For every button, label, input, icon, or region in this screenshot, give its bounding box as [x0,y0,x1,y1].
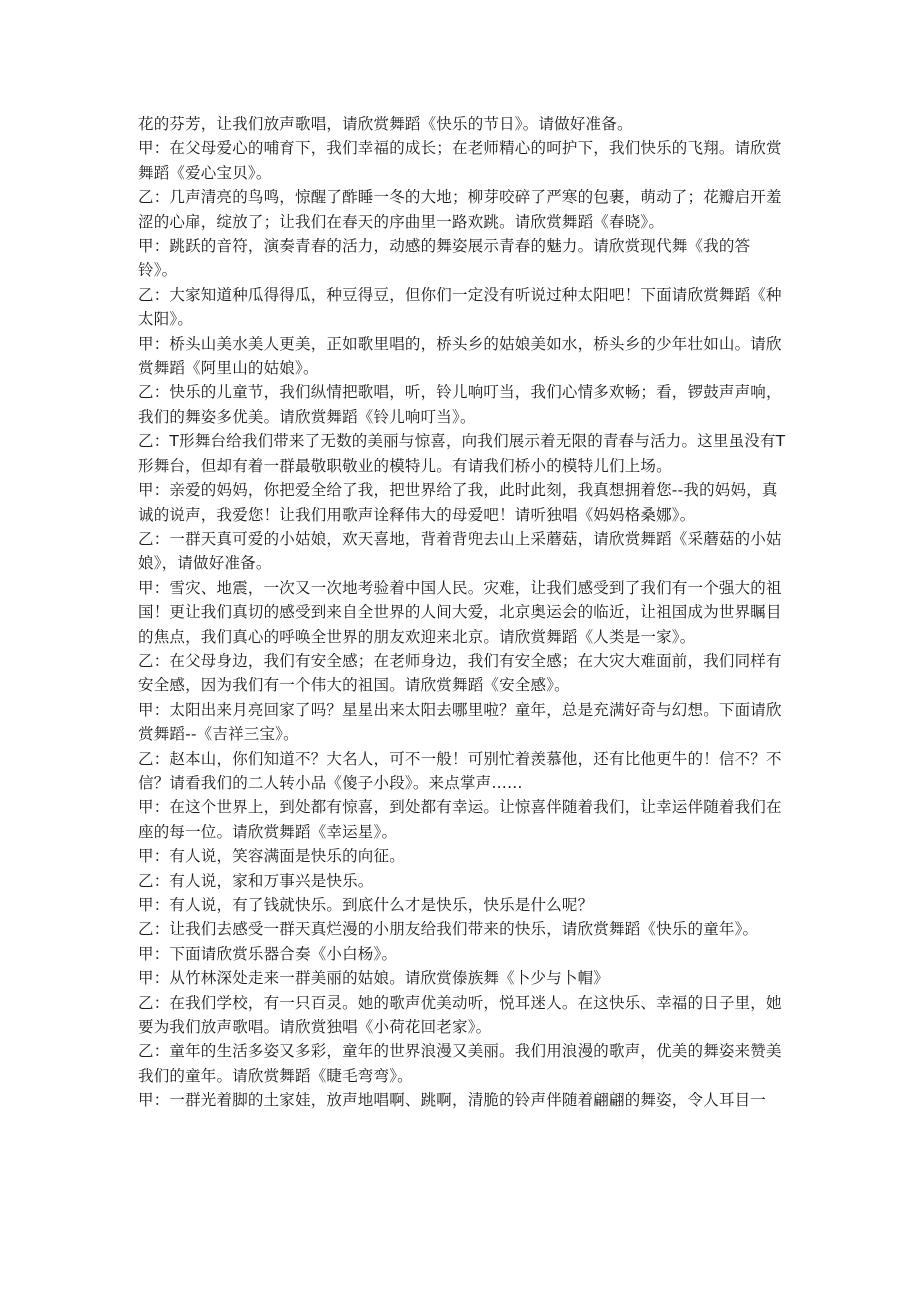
paragraph-2: 甲：在父母爱心的哺育下，我们幸福的成长；在老师精心的呵护下，我们快乐的飞翔。请欣赏舞蹈《爱心宝贝》。 [138,139,782,182]
paragraph-22: 乙：在我们学校，有一只百灵。她的歌声优美动听，悦耳迷人。在这快乐、幸福的日子里，她要为我们放声歌唱。请欣赏独唱《小荷花回老家》。 [138,993,782,1037]
paragraph-21: 甲：从竹林深处走来一群美丽的姑娘。请欣赏傣族舞《卜少与卜帽》 [138,969,610,988]
paragraph-23: 乙：童年的生活多姿又多彩，童年的世界浪漫又美丽。我们用浪漫的歌声，优美的舞姿来赞美我们的童年。请欣赏舞蹈《睫毛弯弯》。 [138,1042,782,1085]
paragraph-8: 乙：T形舞台给我们带来了无数的美丽与惊喜，向我们展示着无限的青春与活力。这里虽没有T形舞台，但却有着一群最敬职敬业的模特儿。有请我们桥小的模特儿们上场。 [138,432,786,475]
paragraph-6: 甲：桥头山美水美人更美，正如歌里唱的，桥头乡的姑娘美如水，桥头乡的少年壮如山。请欣赏舞蹈《阿里山的姑娘》。 [138,334,782,378]
paragraph-9: 甲：亲爱的妈妈，你把爱全给了我，把世界给了我，此时此刻，我真想拥着您--我的妈妈，真诚的说声，我爱您！让我们用歌声诠释伟大的母爱吧！请听独唱《妈妈格桑娜》。 [138,481,778,524]
paragraph-20: 甲：下面请欣赏乐器合奏《小白杨》。 [138,944,398,963]
paragraph-1: 花的芬芳，让我们放声歌唱，请欣赏舞蹈《快乐的节日》。请做好准备。 [138,115,633,133]
paragraph-19: 乙：让我们去感受一群天真烂漫的小朋友给我们带来的快乐，请欣赏舞蹈《快乐的童年》。 [138,920,759,939]
script-text-body [138,112,788,1113]
paragraph-17: 乙：有人说，家和万事兴是快乐。 [138,871,374,890]
paragraph-14: 乙：赵本山，你们知道不？大名人，可不一般！可别忙着羡慕他，还有比他更牛的！信不？不信？请看我们的二人转小品《傻子小段》。来点掌声…… [138,749,782,792]
paragraph-24: 甲：一群光着脚的土家娃，放声地唱啊、跳啊，清脆的铃声伴随着翩翩的舞姿，令人耳目一 [138,1091,767,1110]
paragraph-7: 乙：快乐的儿童节，我们纵情把歌唱，听，铃儿响叮当，我们心情多欢畅；看，锣鼓声声响，我们的舞姿多优美。请欣赏舞蹈《铃儿响叮当》。 [138,383,782,426]
paragraph-12: 乙：在父母身边，我们有安全感；在老师身边，我们有安全感；在大灾大难面前，我们同样有安全感，因为我们有一个伟大的祖国。请欣赏舞蹈《安全感》。 [138,651,782,695]
paragraph-15: 甲：在这个世界上，到处都有惊喜，到处都有幸运。让惊喜伴随着我们，让幸运伴随着我们在座的每一位。请欣赏舞蹈《幸运星》。 [138,798,782,841]
paragraph-4: 甲：跳跃的音符，演奏青春的活力，动感的舞姿展示青春的魅力。请欣赏现代舞《我的答铃》。 [138,237,751,280]
paragraph-3: 乙：几声清亮的鸟鸣，惊醒了酢睡一冬的大地；柳芽咬碎了严寒的包裹，萌动了；花瓣启开羞涩的心扉，绽放了；让我们在春天的序曲里一路欢跳。请欣赏舞蹈《春晓》。 [138,188,782,231]
paragraph-5: 乙：大家知道种瓜得得瓜，种豆得豆，但你们一定没有听说过种太阳吧！下面请欣赏舞蹈《种太阳》。 [138,285,782,329]
paragraph-16: 甲：有人说，笑容满面是快乐的向征。 [138,847,405,866]
paragraph-11: 甲：雪灾、地震，一次又一次地考验着中国人民。灾难，让我们感受到了我们有一个强大的祖国！更让我们真切的感受到来自全世界的人间大爱，北京奥运会的临近，让祖国成为世界瞩目的焦点，我们真心的呼唤全世界的朋友欢迎来北京。请欣赏舞蹈《人类是一家》。 [138,578,782,646]
paragraph-13: 甲：太阳出来月亮回家了吗？星星出来太阳去哪里啦？童年，总是充满好奇与幻想。下面请欣赏舞蹈--《吉祥三宝》。 [138,700,782,744]
paragraph-18: 甲：有人说，有了钱就快乐。到底什么才是快乐，快乐是什么呢？ [138,896,594,914]
paragraph-10: 乙：一群天真可爱的小姑娘，欢天喜地，背着背兜去山上采蘑菇，请欣赏舞蹈《采蘑菇的小姑娘》，请做好准备。 [138,529,782,573]
